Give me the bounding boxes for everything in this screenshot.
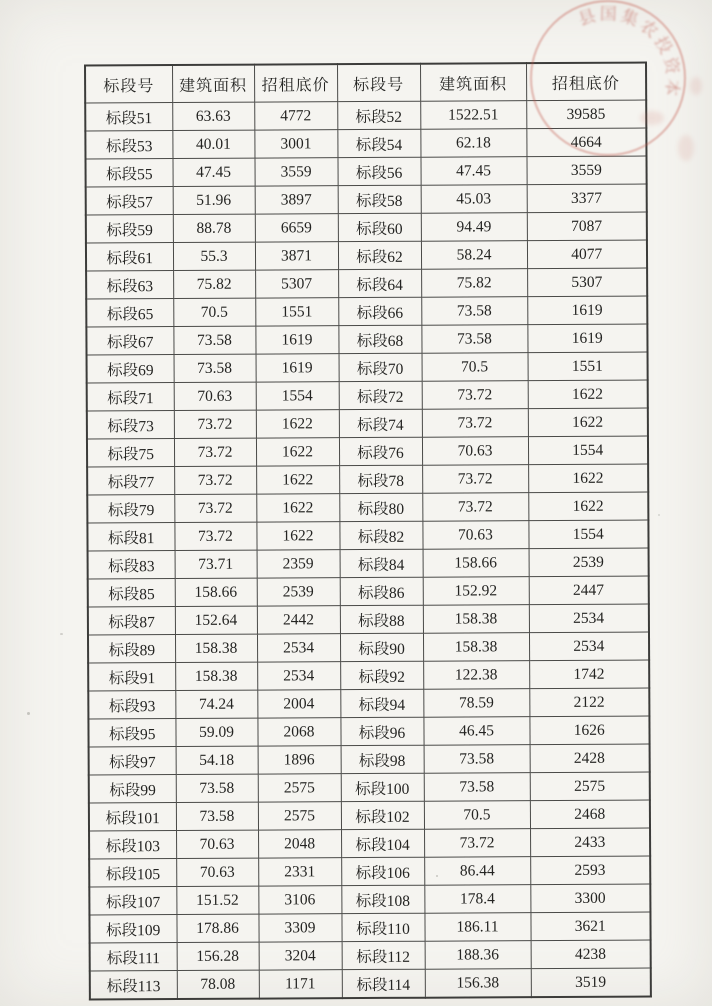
- table-cell: 1551: [528, 352, 648, 381]
- table-row: [85, 128, 646, 159]
- column-header-section-no-left: 标段号: [85, 65, 172, 103]
- table-cell: 2004: [257, 690, 340, 718]
- table-cell: 158.66: [175, 578, 257, 606]
- table-cell: 标段97: [89, 747, 176, 775]
- table-row: [86, 324, 647, 355]
- table-row: [87, 492, 648, 523]
- table-cell: 3871: [255, 242, 338, 270]
- table-cell: 1619: [256, 354, 339, 382]
- table-cell: 6659: [255, 214, 338, 242]
- table-cell: 122.38: [423, 661, 529, 690]
- table-cell: 186.11: [424, 913, 530, 942]
- table-cell: 73.72: [174, 494, 256, 522]
- table-cell: 标段84: [340, 549, 423, 577]
- table-cell: 1554: [528, 436, 648, 465]
- table-cell: 88.78: [173, 214, 255, 242]
- table-cell: 标段114: [342, 969, 425, 998]
- table-cell: 2468: [530, 800, 650, 829]
- table-cell: 2122: [529, 688, 649, 717]
- table-cell: 2539: [529, 548, 649, 577]
- table-cell: 标段100: [341, 773, 424, 801]
- table-row: [89, 744, 650, 775]
- table-cell: 73.72: [422, 409, 528, 438]
- column-header-base-price-left: 招租底价: [254, 64, 337, 102]
- table-cell: 75.82: [421, 269, 527, 298]
- table-cell: 1522.51: [420, 101, 526, 130]
- table-cell: 3106: [258, 886, 341, 914]
- table-cell: 70.5: [422, 353, 528, 382]
- table-row: [89, 912, 650, 943]
- table-cell: 标段58: [338, 185, 421, 213]
- table-cell: 标段111: [90, 943, 177, 971]
- dust-speck: [436, 875, 438, 877]
- column-header-building-area-left: 建筑面积: [172, 65, 254, 103]
- table-cell: 40.01: [172, 130, 254, 158]
- table-row: [89, 828, 650, 859]
- table-cell: 151.52: [176, 886, 258, 914]
- table-cell: 2447: [529, 576, 649, 605]
- table-cell: 标段78: [339, 465, 422, 493]
- table-cell: 73.72: [174, 522, 256, 550]
- table-cell: 1622: [256, 410, 339, 438]
- table-cell: 1622: [256, 438, 339, 466]
- table-cell: 158.38: [175, 662, 257, 690]
- table-cell: 标段72: [339, 381, 422, 409]
- table-cell: 3559: [254, 158, 337, 186]
- table-cell: 156.28: [177, 942, 259, 970]
- table-cell: 2428: [530, 744, 650, 773]
- table-cell: 152.92: [423, 577, 529, 606]
- table-row: [85, 100, 646, 131]
- table-cell: 标段73: [87, 411, 174, 439]
- table-cell: 3559: [526, 156, 646, 185]
- bid-table-body: [85, 100, 651, 999]
- table-row: [86, 296, 647, 327]
- table-row: [87, 352, 648, 383]
- table-row: [88, 576, 649, 607]
- table-cell: 标段63: [86, 271, 173, 299]
- table-cell: 2575: [530, 772, 650, 801]
- table-cell: 标段75: [87, 439, 174, 467]
- table-row: [88, 660, 649, 691]
- column-header-section-no-right: 标段号: [337, 64, 420, 102]
- table-cell: 标段52: [337, 101, 420, 129]
- table-cell: 标段56: [337, 157, 420, 185]
- table-row: [87, 436, 648, 467]
- table-cell: 63.63: [172, 102, 254, 130]
- table-cell: 73.58: [421, 325, 527, 354]
- table-cell: 标段103: [89, 831, 176, 859]
- table-cell: 标段83: [88, 551, 175, 579]
- table-cell: 178.4: [424, 885, 530, 914]
- table-cell: 73.71: [175, 550, 257, 578]
- table-cell: 54.18: [176, 746, 258, 774]
- table-row: [90, 968, 651, 999]
- table-cell: 标段88: [340, 605, 423, 633]
- table-cell: 158.38: [175, 634, 257, 662]
- table-cell: 1622: [528, 492, 648, 521]
- table-cell: 70.63: [176, 830, 258, 858]
- table-cell: 2534: [257, 662, 340, 690]
- table-cell: 2534: [529, 632, 649, 661]
- table-row: [90, 940, 651, 971]
- table-cell: 73.72: [422, 493, 528, 522]
- table-cell: 标段85: [88, 579, 175, 607]
- table-cell: 45.03: [421, 185, 527, 214]
- table-cell: 55.3: [173, 242, 255, 270]
- table-row: [86, 268, 647, 299]
- column-header-building-area-right: 建筑面积: [420, 63, 526, 101]
- table-cell: 标段54: [337, 129, 420, 157]
- table-cell: 62.18: [420, 129, 526, 158]
- table-cell: 75.82: [173, 270, 255, 298]
- table-cell: 178.86: [176, 914, 258, 942]
- table-cell: 标段71: [87, 383, 174, 411]
- table-cell: 标段94: [340, 689, 423, 717]
- table-cell: 1622: [256, 494, 339, 522]
- table-cell: 86.44: [424, 857, 530, 886]
- seal-smudge: [678, 135, 694, 161]
- table-cell: 47.45: [420, 157, 526, 186]
- table-cell: 标段67: [86, 327, 173, 355]
- table-cell: 标段110: [341, 913, 424, 941]
- table-cell: 7087: [527, 212, 647, 241]
- table-cell: 73.58: [421, 297, 527, 326]
- table-cell: 标段86: [340, 577, 423, 605]
- table-cell: 1622: [256, 522, 339, 550]
- seal-smudge: [690, 77, 702, 95]
- table-cell: 标段69: [87, 355, 174, 383]
- table-cell: 2534: [529, 604, 649, 633]
- table-cell: 标段101: [89, 803, 176, 831]
- table-cell: 标段109: [89, 915, 176, 943]
- table-cell: 标段62: [338, 241, 421, 269]
- table-cell: 标段81: [87, 523, 174, 551]
- table-cell: 标段79: [87, 495, 174, 523]
- table-cell: 73.58: [424, 745, 530, 774]
- table-cell: 标段57: [86, 187, 173, 215]
- table-cell: 73.72: [424, 829, 530, 858]
- table-cell: 39585: [526, 100, 646, 129]
- table-cell: 1742: [529, 660, 649, 689]
- table-cell: 标段108: [341, 885, 424, 913]
- table-cell: 5307: [255, 270, 338, 298]
- table-cell: 标段93: [88, 691, 175, 719]
- table-header-row: [85, 63, 646, 103]
- table-cell: 5307: [527, 268, 647, 297]
- table-cell: 1551: [255, 298, 338, 326]
- table-cell: 3309: [258, 914, 341, 942]
- table-cell: 标段82: [339, 521, 422, 549]
- table-cell: 3621: [530, 912, 650, 941]
- table-cell: 73.72: [422, 465, 528, 494]
- table-cell: 标段68: [338, 325, 421, 353]
- table-cell: 2359: [257, 550, 340, 578]
- seal-arc-text: 县国集农投资本: [576, 4, 683, 101]
- table-cell: 3300: [530, 884, 650, 913]
- table-cell: 标段99: [89, 775, 176, 803]
- table-cell: 1619: [255, 326, 338, 354]
- table-cell: 2433: [530, 828, 650, 857]
- table-cell: 2575: [258, 802, 341, 830]
- table-cell: 标段55: [85, 159, 172, 187]
- table-cell: 标段61: [86, 243, 173, 271]
- table-cell: 标段104: [341, 829, 424, 857]
- table-cell: 标段51: [85, 103, 172, 131]
- table-cell: 158.38: [423, 605, 529, 634]
- table-cell: 标段113: [90, 971, 177, 1000]
- table-cell: 标段105: [89, 859, 176, 887]
- table-cell: 标段87: [88, 607, 175, 635]
- table-cell: 47.45: [172, 158, 254, 186]
- table-cell: 188.36: [425, 941, 531, 970]
- table-cell: 74.24: [175, 690, 257, 718]
- table-cell: 标段80: [339, 493, 422, 521]
- table-cell: 70.63: [176, 858, 258, 886]
- dust-speck: [60, 633, 63, 635]
- table-cell: 标段95: [88, 719, 175, 747]
- table-cell: 156.38: [425, 969, 531, 998]
- column-header-base-price-right: 招租底价: [526, 63, 646, 101]
- table-cell: 73.58: [174, 354, 256, 382]
- table-row: [85, 156, 646, 187]
- table-cell: 1896: [258, 746, 341, 774]
- table-cell: 1554: [528, 520, 648, 549]
- table-cell: 51.96: [173, 186, 255, 214]
- table-cell: 2534: [257, 634, 340, 662]
- table-row: [88, 632, 649, 663]
- table-row: [88, 688, 649, 719]
- table-cell: 1619: [527, 296, 647, 325]
- table-cell: 70.63: [174, 382, 256, 410]
- table-cell: 标段102: [341, 801, 424, 829]
- table-cell: 1622: [528, 408, 648, 437]
- table-cell: 3897: [255, 186, 338, 214]
- table-cell: 73.72: [174, 466, 256, 494]
- table-cell: 标段92: [340, 661, 423, 689]
- table-cell: 2593: [530, 856, 650, 885]
- table-cell: 标段53: [85, 131, 172, 159]
- table-row: [87, 464, 648, 495]
- dust-speck: [658, 514, 660, 516]
- table-row: [86, 212, 647, 243]
- table-row: [86, 184, 647, 215]
- table-cell: 3377: [527, 184, 647, 213]
- table-cell: 2048: [258, 830, 341, 858]
- table-cell: 73.58: [176, 802, 258, 830]
- table-cell: 158.66: [423, 549, 529, 578]
- table-cell: 2575: [258, 774, 341, 802]
- table-cell: 152.64: [175, 606, 257, 634]
- table-cell: 78.08: [177, 970, 259, 999]
- table-cell: 标段107: [89, 887, 176, 915]
- table-row: [88, 716, 649, 747]
- table-cell: 70.63: [422, 521, 528, 550]
- table-cell: 70.63: [422, 437, 528, 466]
- table-row: [87, 380, 648, 411]
- table-cell: 2442: [257, 606, 340, 634]
- table-cell: 标段89: [88, 635, 175, 663]
- table-cell: 标段74: [339, 409, 422, 437]
- table-cell: 标段77: [87, 467, 174, 495]
- table-cell: 59.09: [175, 718, 257, 746]
- table-cell: 标段59: [86, 215, 173, 243]
- table-row: [86, 240, 647, 271]
- table-row: [89, 856, 650, 887]
- table-cell: 78.59: [423, 689, 529, 718]
- table-cell: 标段70: [339, 353, 422, 381]
- table-cell: 标段66: [338, 297, 421, 325]
- table-cell: 4238: [531, 940, 651, 969]
- table-cell: 1622: [528, 380, 648, 409]
- table-row: [89, 884, 650, 915]
- table-cell: 158.38: [423, 633, 529, 662]
- table-row: [89, 800, 650, 831]
- table-cell: 3204: [259, 942, 342, 970]
- table-cell: 73.58: [173, 326, 255, 354]
- table-cell: 2331: [258, 858, 341, 886]
- bid-price-table: [84, 62, 652, 1001]
- table-cell: 1619: [527, 324, 647, 353]
- table-row: [88, 548, 649, 579]
- table-cell: 1554: [256, 382, 339, 410]
- table-cell: 46.45: [423, 717, 529, 746]
- table-cell: 70.5: [173, 298, 255, 326]
- table-cell: 73.72: [174, 410, 256, 438]
- table-cell: 73.58: [176, 774, 258, 802]
- dust-speck: [27, 712, 30, 715]
- table-cell: 标段60: [338, 213, 421, 241]
- table-cell: 4772: [254, 102, 337, 130]
- table-cell: 70.5: [424, 801, 530, 830]
- table-row: [87, 520, 648, 551]
- table-cell: 标段106: [341, 857, 424, 885]
- table-row: [88, 604, 649, 635]
- table-row: [89, 772, 650, 803]
- table-cell: 3001: [254, 130, 337, 158]
- table-cell: 1171: [259, 970, 342, 999]
- table-cell: 73.72: [422, 381, 528, 410]
- table-cell: 2068: [257, 718, 340, 746]
- table-cell: 1622: [528, 464, 648, 493]
- table-cell: 标段98: [341, 745, 424, 773]
- table-row: [87, 408, 648, 439]
- table-cell: 58.24: [421, 241, 527, 270]
- table-cell: 4077: [527, 240, 647, 269]
- table-cell: 4664: [526, 128, 646, 157]
- table-cell: 73.72: [174, 438, 256, 466]
- table-cell: 标段64: [338, 269, 421, 297]
- table-cell: 3519: [531, 968, 651, 997]
- table-cell: 94.49: [421, 213, 527, 242]
- table-cell: 标段112: [342, 941, 425, 969]
- table-cell: 1622: [256, 466, 339, 494]
- table-cell: 标段90: [340, 633, 423, 661]
- table-cell: 标段91: [88, 663, 175, 691]
- table-cell: 73.58: [424, 773, 530, 802]
- table-cell: 标段96: [340, 717, 423, 745]
- table-cell: 标段65: [86, 299, 173, 327]
- table-cell: 1626: [529, 716, 649, 745]
- table-cell: 2539: [257, 578, 340, 606]
- table-cell: 标段76: [339, 437, 422, 465]
